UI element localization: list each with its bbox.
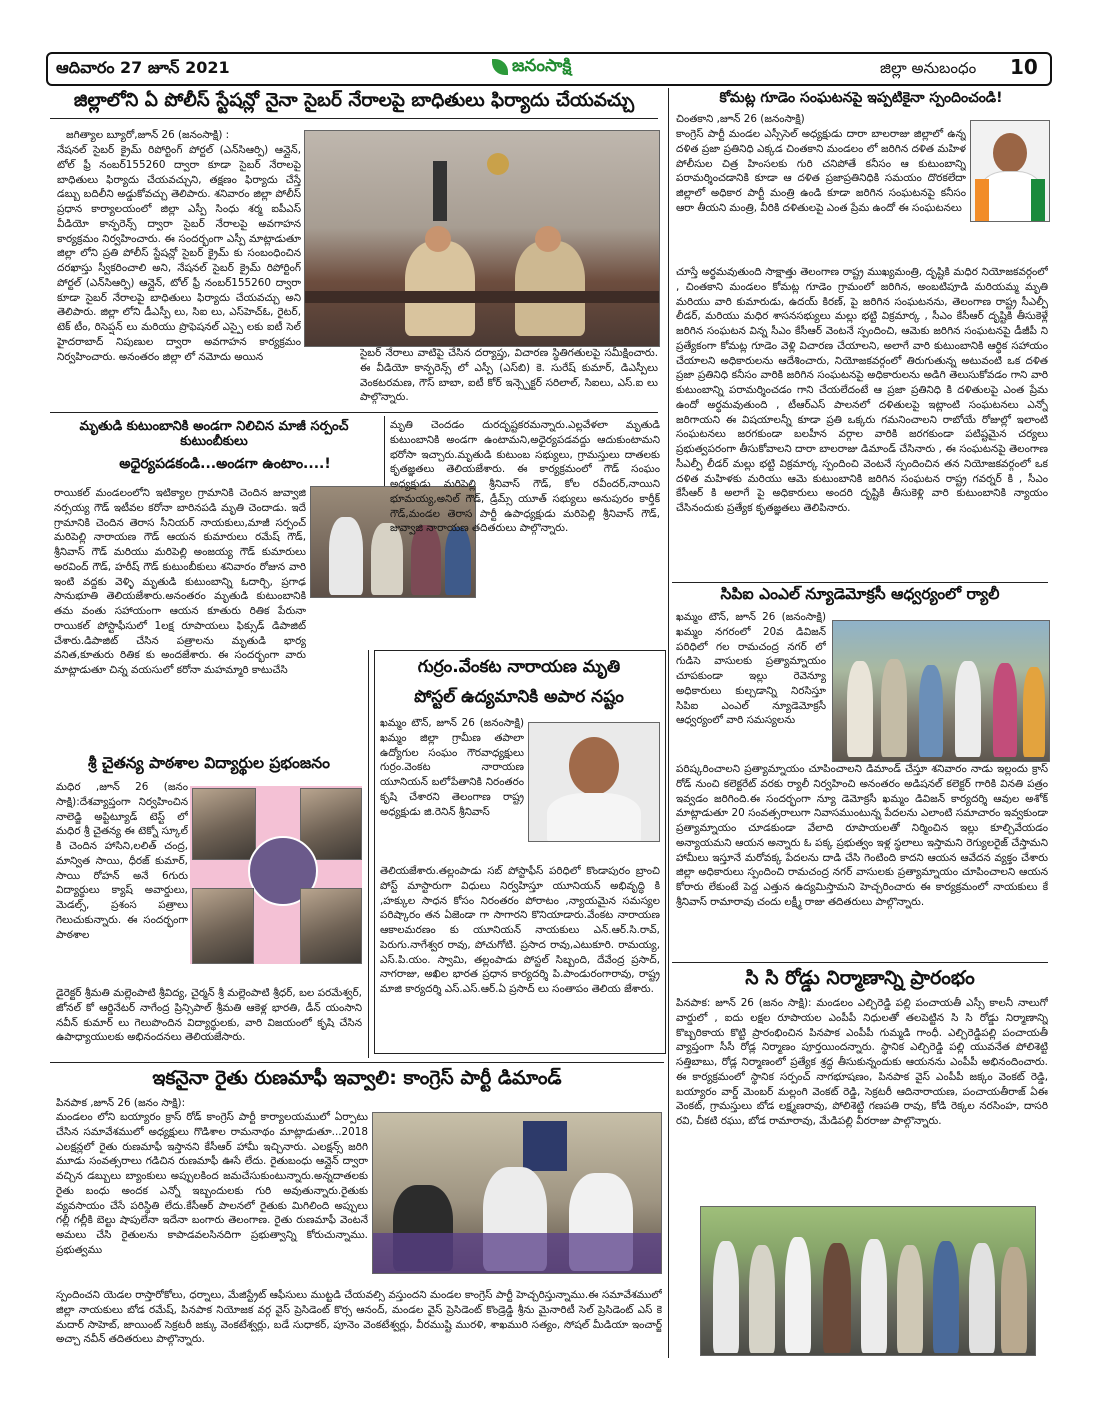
cyber-body-right: సైబర్ నేరాలు వాటిపై చేసిన దర్యాప్తు, విచారణ స్థితిగతులపై సమీక్షించారు. ఈ వీడియో కాన్ఫరెన్స్ లో ఎస్పీ (ఎస్‌బి) కె. సురేష్ కుమార్, డిఎస్పీలు వెంకటరమణ, గౌస్ బాబా, ఐటీ కోర్ ఇన్స్పెక్టర్ సరిలాల్, సిఐలు, ఎస్.ఐ లు పాల్గొన్నారు.	[360, 347, 658, 404]
section-name: జిల్లా అనుబంధం	[880, 59, 977, 77]
cyber-headline: జిల్లాలోని ఏ పోలీస్ స్టేషన్లో నైనా సైబర్ నేరాలపై బాధితులు ఫిర్యాదు చేయవచ్చు	[73, 90, 635, 111]
logo-text: జనంసాక్షి	[512, 56, 572, 76]
farmer-body-bottom: స్పందించని యెడల రాస్తారోకోలు, ధర్నాలు, మేజిస్ట్రేట్ ఆఫీసులు ముట్టడి చేయవల్సి వస్తుందని మండల కాంగ్రెస్ పార్టీ హెచ్చరిస్తున్నాము.ఈ సమావేశములో జిల్లా నాయకులు బోడ రమేష్, పినపాక నియోజక వర్గ వైస్ ప్రెసిడెంట్ కొర్స ఆనంద్, మండల వైస్ ప్రెసిడెంట్ కొండ్రెడ్డి శ్రీను మైనారిటీ సెల్ ప్రెసిడెంట్ ఎస్ కె మదార్ సాహెబ్, జాయింట్ సెక్రటరీ జక్కు వెంకటేశ్వర్లు, బడే సుధాకర్, పూనెం వెంకటేశ్వర్లు, వీరముష్టి మురళి, శాఖమురి సత్యం, సోషల్ మీడియా ఇంచార్జ్ అచ్చా నవీన్ తదితరులు పాల్గొన్నారు.	[56, 1289, 662, 1346]
gurram-headline-1: గుర్రం.వేంకట నారాయణ మృతి	[417, 657, 621, 677]
chaitanya-body-wide: డైరెక్టర్ శ్రీమతి మల్లెంపాటి శ్రీవిద్య, చైర్మన్ శ్రీ మల్లెంపాటి శ్రీధర్, బల పరమేశ్వర్, జోనల్ కో ఆర్డినేటర్ నాగేంద్ర ప్రిన్సిపాల్ శ్రీమతి ఆకెళ్ల భారతి, డీన్ యంసాని నవీన్ కుమార్ లు గెలుపొందిన విద్యార్థులకు, వారి విజయంలో కృషి చేసిన ఉపాధ్యాయులకు అభినందనలు తెలియజేసారు.	[56, 987, 362, 1044]
student-photo	[192, 888, 254, 964]
issue-date: ఆదివారం 27 జూన్ 2021	[56, 58, 230, 77]
congress-meeting-photo	[372, 1112, 662, 1274]
student-photo	[300, 888, 362, 964]
cyber-body-left: నేషనల్ సైబర్ క్రైమ్ రిపోర్టింగ్ పోర్టల్ (ఎన్‌సిఆర్పి) ఆన్లైన్, టోల్ ఫ్రీ నంబర్155260 ద్వారా కూడా సైబర్ నేరాలపై బాధితులు ఫిర్యాదు చేయవచ్చుని, తక్షణం ఫిర్యాదు చేస్తే డబ్బు బదిలీని అడ్డుకోవచ్చు తెలిపారు. శనివారం జిల్లా పోలీస్ ప్రధాన కార్యాలయంలో జిల్లా ఎస్పీ సింధు శర్మ ఐపీఎస్ వీడియో కాన్ఫరెన్స్ ద్వారా సైబర్ నేరాలపై అవగాహన కార్యక్రమం నిర్వహించారు. ఈ సందర్భంగా ఎస్పీ మాట్లాడుతూ జిల్లా లోని ప్రతి పోలీస్ స్టేషన్లో సైబర్ క్రైమ్ కు సంబంధించిన దరఖాస్తు స్వీకరించాలి అని, నేషనల్ సైబర్ క్రైమ్ రిపోర్టింగ్ పోర్టల్ (ఎన్‌సిఆర్పి) ఆన్లైన్, టోల్ ఫ్రీ నంబర్155260 ద్వారా కూడా సైబర్ నేరాలపై బాధితులు ఫిర్యాదు చేయవచ్చు అని తెలిపారు. జిల్లా లోని డీఎస్పీ లు, సిఐ లు, ఎస్‌హెచ్ఓ, రైటర్, టెక్ టీం, రిసెప్షన్ లు మరియు ప్రొఫెషనల్ ఎస్పై లకు ఐటీ సెల్ హైదరాబాద్ నిపుణుల ద్వారా అవగాహన కార్యక్రమం నిర్వహించారు. అనంతరం జిల్లా లో నమోదు అయిన	[57, 144, 301, 363]
chaitanya-headline: శ్రీ చైతన్య పాఠశాల విద్యార్థుల ప్రభంజనం	[88, 754, 330, 772]
portrait-photo	[528, 722, 660, 842]
rally-photo	[832, 620, 1050, 762]
cyber-dateline: జగిత్యాల బ్యూరో,జూన్ 26 (జనంసాక్షి) :	[66, 129, 230, 141]
ccroad-headline: సి సి రోడ్డు నిర్మాణాన్ని ప్రారంభం	[745, 967, 975, 989]
masthead	[46, 52, 1052, 86]
farmer-body-left: మండలం లోని బయ్యారం క్రాస్ రోడ్ కాంగ్రెస్ పార్టీ కార్యాలయములో ఏర్పాటు చేసిన సమావేశములో అధ్యక్షులు గొడిశాల రామనాథం మాట్లాడుతూ...2018 ఎలక్షన్లలో రైతు రుణమాఫీ ఇస్తానని కేసీఆర్ హామీ ఇచ్చినారు. ఎలక్షన్స్ జరిగి మూడు సంవత్సరాలు గడిచిన రుణమాఫీ ఊసే లేదు. రైతుబంధు ఆన్లైన్ ద్వారా వచ్చిన డబ్బులు బ్యాంకులు అప్పులకింద జమచేసుకుంటున్నారు.అన్నదాతలకు రైతు బంధు అందక ఎన్నో ఇబ్బందులకు గురి అవుతున్నారు.రైతుకు వ్యవసాయం చేసే పరిస్థితి లేదు.కేసీఆర్ పాలనలో రైతుకు మిగిలింది అప్పులు గల్లీ గల్లీకి బెల్టు షాపులేనా ఇదేనా బంగారు తెలంగాణ. రైతు రుణమాఫీ వెంటనే అమలు చేసి రైతులను కాపాడవలసినదిగా ప్రభుత్వాన్ని కోరుచున్నాము. ప్రభుత్వము	[56, 1111, 368, 1256]
ccroad-body: పినపాక: జూన్ 26 (జనం సాక్షి): మండలం ఎల్చిరెడ్డి పల్లి పంచాయతీ ఎస్సీ కాలనీ నాలుగో వార్డులో , ఐదు లక్షల రూపాయల ఎంపీపీ నిధులతో తలపెట్టిన సి సి రోడ్డు నిర్మాణాన్ని కొబ్బరికాయ కొట్టి ప్రారంభించిన పినపాక ఎంపీపీ గుమ్మడి గాంధీ. ఎల్చిరెడ్డిపల్లి పంచాయతీ వ్యాప్తంగా సీసీ రోడ్ల నిర్మాణం పూర్తయిందన్నారు. స్థానిక ఎల్చిరెడ్డి పల్లి యువనేత పోలిశెట్టి సత్తిబాబు, రోడ్ల నిర్మాణంలో ప్రత్యేక శ్రద్ధ తీసుకున్నందుకు ఆయనను ఎంపీపీ అభినందించారు. ఈ కార్యక్రమంలో స్థానిక సర్పంచ్ నాగభూషణం, పినపాక వైస్ ఎంపీపీ జక్కం వెంకట్ రెడ్డి, బయ్యారం వార్డ్ మెంబర్ మల్లంగి వెంకట్ రెడ్డి, సెక్రటరీ ఆదినారాయణ, పంచాయతీరాజ్ ఏఈ వెంకట్, గ్రామస్తులు బోడ లక్ష్మణరావు, పోలిశెట్టి గణపతి రావు, కోడి రెక్కల నరసింహ, దాసరి రవి, చీకటి రఘు, బోడ రామారావు, మేడిపల్లి వీరరాజు పాల్గొన్నారు.	[676, 997, 1048, 1128]
leader-portrait-photo	[970, 120, 1050, 222]
students-photo-collage	[190, 786, 362, 964]
masthead-logo	[492, 56, 612, 80]
page-number: 10	[1010, 55, 1038, 79]
gurram-body-narrow: ఖమ్మం టౌన్, జూన్ 26 (జనంసాక్షి) ఖమ్మం జిల్లా గ్రామీణ తపాలా ఉద్యోగుల సంఘం గౌరవాధ్యక్షులు గుర్రం.వెంకట నారాయణ యూనియన్ బలోపేతానికి నిరంతరం కృషి చేశారని తెలంగాణ రాష్ట్ర అధ్యక్షుడు జి.రెనిన్ శ్రీనివాస్	[380, 717, 524, 818]
farmer-headline: ఇకనైనా రైతు రుణమాఫీ ఇవ్వాలి: కాంగ్రెస్ పార్టీ డిమాండ్	[152, 1067, 562, 1089]
cpiml-headline: సిపిఐ ఎంఎల్ న్యూడెమోక్రసీ ఆధ్వర్యంలో ర్యాలీ	[720, 585, 1000, 603]
cpiml-body-wide: పరిష్కరించాలని ప్రత్యామ్నాయం చూపించాలని డిమాండ్ చేస్తూ శనివారం నాడు ఇల్లందు క్రాస్ రోడ్ నుంచి కలెక్టరేట్ వరకు ర్యాలీ నిర్వహించి అనంతరం అడిషనల్ కలెక్టర్ గారికి వినతి పత్రం ఇవ్వడం జరిగింది.ఈ సందర్భంగా న్యూ డెమోక్రసీ ఖమ్మం డివిజన్ కార్యదర్శి ఆవుల అశోక్ మాట్లాడుతూ 20 సంవత్సరాలుగా నివాసముంటున్న పేదలను ఎలాంటి సమాచారం ఇవ్వకుండా ప్రత్యామ్నాయం చూడకుండా వేలాది రూపాయలతో నిర్మించిన ఇల్లు కూల్చివేయడం అన్యాయమని ఆయన అన్నారు ఓ పక్క ప్రభుత్వం ఇళ్ల స్థలాలు ఇస్తామని రెగ్యులరైజ్ చేస్తామని హామీలు ఇస్తూనే మరోవక్క పేదలను దాడి చేసి గెంటింది కాదని ఆయన ఆవేదన వ్యక్తం చేశారు జిల్లా అధికారులు స్పందించి రామచంద్ర నగర్ వాసులకు ప్రత్యామ్నాయం చూపించాలని ఆయన కోరారు లేకుంటే పెద్ద ఎత్తున ఉద్యమిస్తామని హెచ్చరించారు ఈ కార్యక్రమంలో నాయకులు కే శ్రీనివాస్ రామారావు చందు లక్ష్మీ రాజు తదితరులు పాల్గొన్నారు.	[676, 763, 1048, 908]
road-inauguration-photo	[700, 1206, 1036, 1356]
komatla-headline: కోమట్ల గూడెం సంఘటనపై ఇప్పటికైనా స్పందించండి!	[719, 90, 1003, 106]
gurram-headline-2: పోస్టల్ ఉద్యమానికి అపార నష్టం	[414, 687, 624, 707]
komatla-dateline: చింతకాని ,జూన్ 26 (జనంసాక్షి)	[676, 113, 805, 125]
komatla-body-narrow: కాంగ్రెస్ పార్టీ మండల ఎస్సీసెల్ అధ్యక్షుడు దారా బాలరాజు జిల్లాలో ఉన్న దళిత ప్రజా ప్రతినిధి ఎక్కడ చింతకాని మండలం లో జరిగిన దళిత మహిళ పోలీసుల చిత్ర హింసలకు గురి చనిపోతే కనీసం ఆ కుటుంబాన్ని పరామర్శించడానికి కూడా ఆ దళిత ప్రజాప్రతినిధికి సమయం దొరకలేదా జిల్లాలో అధికార పార్టీ మంత్రి ఉండి కూడా జరిగిన సంఘటనపై కనీసం ఆరా తీయని మంత్రి, వీరికి దళితులపై ఎంత ప్రేమ ఉందో ఈ సంఘటనలు	[676, 128, 966, 214]
gurram-body-wide: తెలియజేశారు.తల్లంపాడు సబ్ పోస్టాఫీస్ పరిధిలో కొండాపురం బ్రాంచి పోస్ట్ మాస్టారుగా విధులు నిర్వహిస్తూ యూనియన్ అభివృద్ధి కి ,హక్కుల సాధన కోసం నిరంతరం పోరాటం ,న్యాయమైన సమస్యల పరిష్కారం తన ఏజెండా గా సాగారని కొనియాడారు.వేంకట నారాయణ ఆకాలమరణం కు యూనియన్ నాయకులు ఎన్.ఆర్.సి.రావ్, పెరుగు.నాగేశ్వర రావు, పోచుగోటి. ప్రసాద రావు,ఎటుకూరి. రామయ్య, ఎస్.పి.యం. స్వామి, తల్లంపాడు పోస్టల్ సిబ్బంది, దేవేంద్ర ప్రసాద్, నాగరాజు, అఖిల భారత ప్రధాన కార్యదర్శి పి.పాండురంగారావు, రాష్ట్ర మాజి కార్యదర్శి ఎస్.ఎస్.ఆర్.ఏ ప్రసాద్ లు సంతాపం తెలియ జేశారు.	[380, 865, 660, 996]
farmer-dateline: పినపాక ,జూన్ 26 (జనం సాక్షి):	[56, 1097, 186, 1109]
chaitanya-body-narrow: మధిర ,జూన్ 26 (జనం సాక్షి):దేశవ్యాప్తంగా నిర్వహించిన నాలెడ్జి అప్టిట్యూడ్ టెస్ట్ లో మధిర శ్రీ చైతన్య ఈ టెక్నో స్కూల్ కి చెందిన హాసిని,లలిత్ చంద్ర, మాన్విత సాయి, ధీరజ్ కుమార్, సాయి రోహన్ అనే 6గురు విద్యార్థులు క్యాష్ అవార్డులు, మెడల్స్, ప్రశంస పత్రాలు గెలుచుకున్నారు. ఈ సందర్భంగా పాఠశాల	[56, 781, 188, 941]
sarpanch-headline: మృతుడి కుటుంబానికి అండగా నిలిచిన మాజీ సర్పంచ్ కుటుంబీకులు	[79, 419, 349, 449]
komatla-body-wide: చూస్తే అర్థమవుతుంది సాక్షాత్తు తెలంగాణ రాష్ట్ర ముఖ్యమంత్రి, దృష్టికి మధిర నియోజకవర్గంలో , చింతకాని మండలం కోమట్ల గూడెం గ్రామంలో జరిగిన, అంబటిపూడి మరియమ్మ మృతి మరియు వారి కుమారుడు, ఉదయ్ కిరణ్, పై జరిగిన సంఘటనను, తెలంగాణ రాష్ట్ర సీఎల్పీ లీడర్, మరియు మధిర శాసనసభ్యులు మల్లు భట్టి విక్రమార్క , సీఎం కేసీఆర్ దృష్టికి తీసుకెళ్లే జరిగిన సంఘటన విన్న సీఎం కేసీఆర్ వెంటనే స్పందించి, ఆమెకు జరిగిన సంఘటనపై డీజీపీ ని ప్రత్యేకంగా కోమట్ల గూడెం వెళ్లి విచారణ చేయాలని, అలాగే వారి కుటుంబానికి ఆర్థిక సహాయం చేయాలని అధికారులను ఆదేశించారు, నియోజకవర్గంలో తిరుగుతున్న అటువంటి ఒక దళిత ప్రజా ప్రతినిధి కనీసం వారికి జరిగిన సంఘటనపై అధికారులను అడిగి తెలుసుకోవడం గాని వారి కుటుంబాన్ని పరామర్శించడం గాని చేయలేదంటే ఆ ప్రజా ప్రతినిధి కి దళితులపై ఎంత ప్రేమ ఉందో అర్థమవుతుంది , టీఆర్ఎస్ పాలనలో దళితులపై ఇట్లాంటి సంఘటనలు ఎన్నో జరిగాయని ఈ విషయాలన్నీ కూడా ప్రతి ఒక్కరు గమనించాలని రాబోయే రోజుల్లో ఇలాంటి సంఘటనలు జరగకుండా బలహీన వర్గాల వారికి జరగకుండా పటిష్టమైన చర్యలు ప్రభుత్వపరంగా తీసుకోవాలని దారా బాలరాజు డిమాండ్ చేసినారు , ఈ సంఘటనపై తెలంగాణ సీఎల్పీ లీడర్ మల్లు భట్టి విక్రమార్క స్పందించి వెంటనే స్పందించిన తన నియోజకవర్గంలో ఒక దళిత మహిళకు మరియు ఆమె కుటుంబానికి జరిగిన సంఘటన రాష్ట్ర గవర్నర్ కి , సీఎం కేసీఆర్ కి అలాగే పై అధికారులు అందరి దృష్టికి తీసుకెళ్లి వారి కుటుంబానికి న్యాయం చేసినందుకు ప్రత్యేక కృతజ్ఞతలు తెలిపినారు.	[676, 266, 1048, 515]
sarpanch-subhead: అధైర్యపడకండి...అండగా ఉంటాం....!	[119, 456, 331, 472]
police-conference-photo	[304, 130, 660, 347]
leaf-icon	[492, 59, 508, 75]
student-photo	[192, 788, 256, 860]
cpiml-body-narrow: ఖమ్మం టౌన్, జూన్ 26 (జనంసాక్షి) ఖమ్మం నగరంలో 20వ డివిజన్ పరిధిలో గల రామచంద్ర నగర్ లో గుడిసె వాసులకు ప్రత్యామ్నాయం చూపకుండా ఇల్లు రెవెన్యూ అధికారులు కుల్చడాన్ని నిరసిస్తూ సిపిఐ ఎంఎల్ న్యూడెమోక్రసీ ఆధ్వర్యంలో వారి సమస్యలను	[676, 611, 826, 727]
sarpanch-body-right: మృతి చెందడం దురదృష్టకరమన్నారు.ఎల్లవేళలా మృతుడి కుటుంబానికి అండగా ఉంటామని,అధైర్యపడవద్దు ఆదుకుంటామని భరోసా ఇచ్చారు.మృతుడి కుటుంబ సభ్యులు, గ్రామస్తులు దాతలకు కృతజ్ఞతలు తెలియజేశారు. ఈ కార్యక్రమంలో గౌడ్ సంఘం అధ్యక్షుడు మరిపెల్లి శ్రీనివాస్ గౌడ్, కోల రవీందర్,నాయిని భూమయ్య,అనిల్ గౌడ్, డ్రీమ్స్ యూత్ సభ్యులు అనుపురం కార్తీక్ గౌడ్,మండల తెరాస పార్టీ ఉపాధ్యక్షుడు మరిపెల్లి శ్రీనివాస్ గౌడ్, జువ్వాజి నారాయణ తదితరులు పాల్గొన్నారు.	[390, 419, 660, 535]
sarpanch-body-left: రాయికల్ మండలంలోని ఇటిక్యాల గ్రామానికి చెందిన జువ్వాజి నర్సయ్య గౌడ్ ఇటీవల కరోనా బారినపడి మృతి చెందాడు. ఇదే గ్రామానికి చెందిన తెరాస సీనియర్ నాయకులు,మాజీ సర్పంచ్ మరిపెల్లి నారాయణ గౌడ్ ఆయన కుమారులు రమేష్ గౌడ్, శ్రీనివాస్ గౌడ్ మరియు మరిపెల్లి అంజయ్య గౌడ్ కుమారులు అరవింద్ గౌడ్, హరీష్ గౌడ్ కుటుంబీకులు శనివారం రోజున వారి ఇంటి వద్దకు వెళ్ళి మృతుడి కుటుంబాన్ని ఓదార్చి, ప్రగాఢ సానుభూతి తెలియజేశారు.అనంతరం మృతుడి కుటుంబానికి తమ వంతు సహాయంగా ఆయన కూతురు రితిక పేరునా రాయికల్ పోస్టాఫీసులో 1లక్ష రూపాయలు ఫిక్సుడ్ డిపాజిట్ చేశారు.డిపాజిట్ చేసిన పత్రాలను మృతుడి భార్య వనిత,కూతురు రితిక కు అందజేశారు. ఈ సందర్భంగా వారు మాట్లాడుతూ చిన్న వయసులో కరోనా మహమ్మారి కాటుచేసి	[54, 487, 306, 677]
